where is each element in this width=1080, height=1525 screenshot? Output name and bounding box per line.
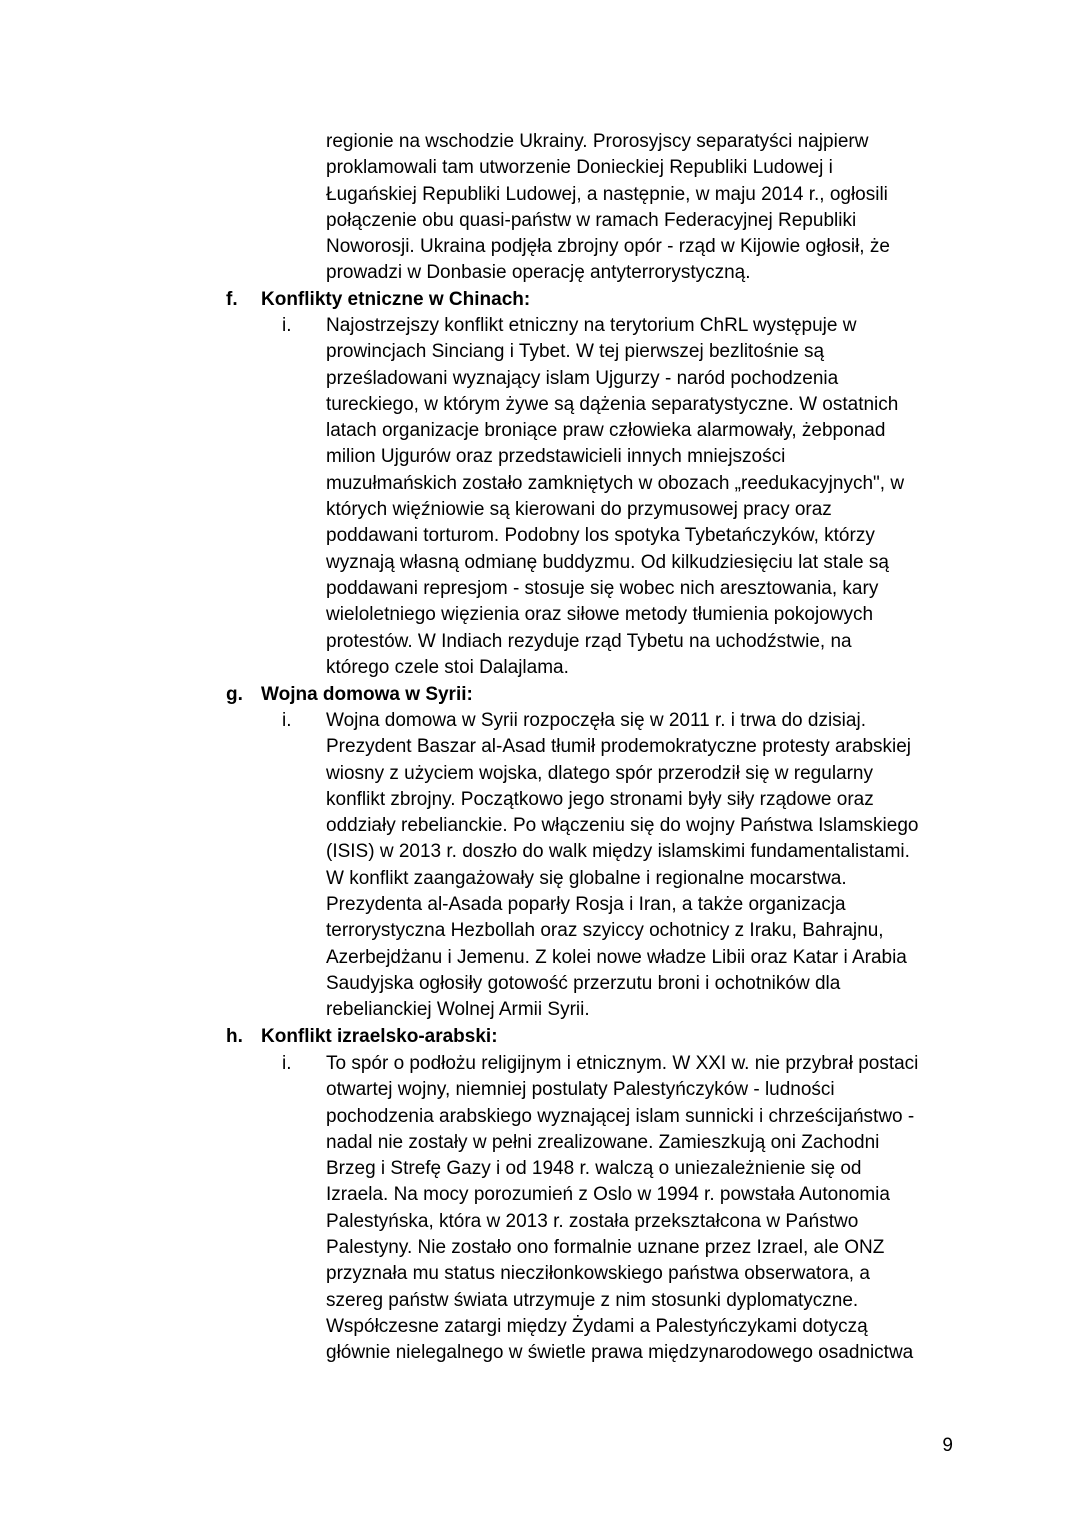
text-line: Brzeg i Strefę Gazy i od 1948 r. walczą o uniezależnienie się od bbox=[326, 1158, 862, 1180]
section-h-paragraph bbox=[326, 1051, 966, 1367]
text-line: regionie na wschodzie Ukrainy. Prorosyjscy separatyści najpierw bbox=[326, 131, 869, 152]
text-line: W konflikt zaangażowały się globalne i regionalne mocarstwa. bbox=[326, 867, 847, 889]
text-line: szereg państw świata utrzymuje z nim stosunki dyplomatyczne. bbox=[326, 1289, 859, 1311]
section-title: Konflikty etniczne w Chinach: bbox=[261, 289, 531, 310]
text-line: muzułmańskich zostało zamkniętych w obozach „reedukacyjnych", w bbox=[326, 472, 905, 494]
text-line: (ISIS) w 2013 r. doszło do walk między islamskimi fundamentalistami. bbox=[326, 841, 910, 863]
text-line: Noworosji. Ukraina podjęła zbrojny opór - rząd w Kijowie ogłosił, że bbox=[326, 236, 890, 258]
section-f-paragraph bbox=[326, 313, 966, 681]
text-line: wiosny z użyciem wojska, dlatego spór przerodził się w regularny bbox=[326, 762, 874, 784]
text-line: oddziały rebelianckie. Po włączeniu się do wojny Państwa Islamskiego bbox=[326, 815, 919, 837]
text-line: połączenie obu quasi-państw w ramach Federacyjnej Republiki bbox=[326, 209, 857, 231]
text-line: tureckiego, w którym żywe są dążenia separatystyczne. W ostatnich bbox=[326, 393, 899, 415]
text-line: nadal nie zostały w pełni zrealizowane. Zamieszkują oni Zachodni bbox=[326, 1131, 880, 1153]
text-line: Palestyny. Nie zostało ono formalnie uznane przez Izrael, ale ONZ bbox=[326, 1237, 885, 1259]
text-line: poddawani represjom - stosuje się wobec nich aresztowania, kary bbox=[326, 577, 879, 599]
text-line: Palestyńska, która w 2013 r. została przekształcona w Państwo bbox=[326, 1210, 859, 1232]
text-line: pochodzenia arabskiego wyznającej islam sunnicki i chrześcijaństwo - bbox=[326, 1105, 915, 1127]
text-line: Prezydent Baszar al-Asad tłumił prodemokratyczne protesty arabskiej bbox=[326, 736, 912, 758]
text-line: wieloletniego więzienia oraz siłowe metody tłumienia pokojowych bbox=[326, 604, 874, 626]
text-line: Najostrzejszy konflikt etniczny na terytorium ChRL występuje w bbox=[326, 315, 857, 336]
list-item-marker: i. bbox=[282, 1053, 292, 1074]
section-g-paragraph bbox=[326, 708, 966, 1024]
text-line: terrorystyczna Hezbollah oraz szyiccy ochotnicy z Iraku, Bahrajnu, bbox=[326, 920, 884, 942]
text-line: Saudyjska ogłosiły gotowość przerzutu broni i ochotników dla bbox=[326, 972, 841, 994]
section-marker: h. bbox=[226, 1026, 243, 1047]
text-line: Ługańskiej Republiki Ludowej, a następnie, w maju 2014 r., ogłosili bbox=[326, 183, 888, 205]
text-line: protestów. W Indiach rezyduje rząd Tybetu na uchodźstwie, na bbox=[326, 630, 852, 652]
page-number: 9 bbox=[942, 1435, 953, 1456]
text-line: otwartej wojny, niemniej postulaty Palestyńczyków - ludności bbox=[326, 1079, 835, 1101]
text-line: prześladowani wyznający islam Ujgurzy - naród pochodzenia bbox=[326, 367, 839, 389]
text-line: Prezydenta al-Asada poparły Rosja i Iran, a także organizacja bbox=[326, 894, 846, 916]
text-line: Współczesne zatargi między Żydami a Palestyńczykami dotyczą bbox=[326, 1315, 868, 1337]
section-title: Wojna domowa w Syrii: bbox=[261, 684, 473, 705]
section-heading-f bbox=[0, 287, 1080, 314]
section-heading-g bbox=[0, 682, 1080, 709]
text-line: przyznała mu status niecziłonkowskiego państwa obserwatora, a bbox=[326, 1263, 870, 1285]
text-line: konflikt zbrojny. Początkowo jego stronami były siły rządowe oraz bbox=[326, 788, 874, 810]
section-heading-h bbox=[0, 1024, 1080, 1051]
text-line: których więźniowie są kierowani do przymusowej pracy oraz bbox=[326, 499, 832, 521]
text-line: Wojna domowa w Syrii rozpoczęła się w 2011 r. i trwa do dzisiaj. bbox=[326, 710, 866, 731]
section-marker: g. bbox=[226, 684, 243, 705]
text-line: Azerbejdżanu i Jemenu. Z kolei nowe władze Libii oraz Katar i Arabia bbox=[326, 946, 907, 968]
list-item-marker: i. bbox=[282, 315, 292, 336]
text-line: To spór o podłożu religijnym i etnicznym. W XXI w. nie przybrał postaci bbox=[326, 1053, 919, 1074]
section-marker: f. bbox=[226, 289, 238, 310]
text-line: prowincjach Sinciang i Tybet. W tej pierwszej bezlitośnie są bbox=[326, 341, 825, 363]
section-title: Konflikt izraelsko-arabski: bbox=[261, 1026, 498, 1047]
text-line: poddawani torturom. Podobny los spotyka Tybetańczyków, którzy bbox=[326, 525, 875, 547]
text-line: milion Ujgurów oraz przedstawicieli innych mniejszości bbox=[326, 446, 786, 468]
text-line: wyznają własną odmianę buddyzmu. Od kilkudziesięciu lat stale są bbox=[326, 551, 889, 573]
text-line: latach organizacje broniące praw człowieka alarmowały, żebponad bbox=[326, 420, 886, 442]
intro-paragraph bbox=[326, 129, 966, 287]
text-line: Izraela. Na mocy porozumień z Oslo w 1994 r. powstała Autonomia bbox=[326, 1184, 890, 1206]
text-line: głównie nielegalnego w świetle prawa międzynarodowego osadnictwa bbox=[326, 1342, 914, 1364]
text-line: proklamowali tam utworzenie Donieckiej Republiki Ludowej i bbox=[326, 157, 833, 179]
text-line: którego czele stoi Dalajlama. bbox=[326, 656, 569, 678]
text-line: rebelianckiej Wolnej Armii Syrii. bbox=[326, 999, 590, 1021]
list-item-marker: i. bbox=[282, 710, 292, 731]
text-line: prowadzi w Donbasie operację antyterrorystyczną. bbox=[326, 262, 751, 284]
